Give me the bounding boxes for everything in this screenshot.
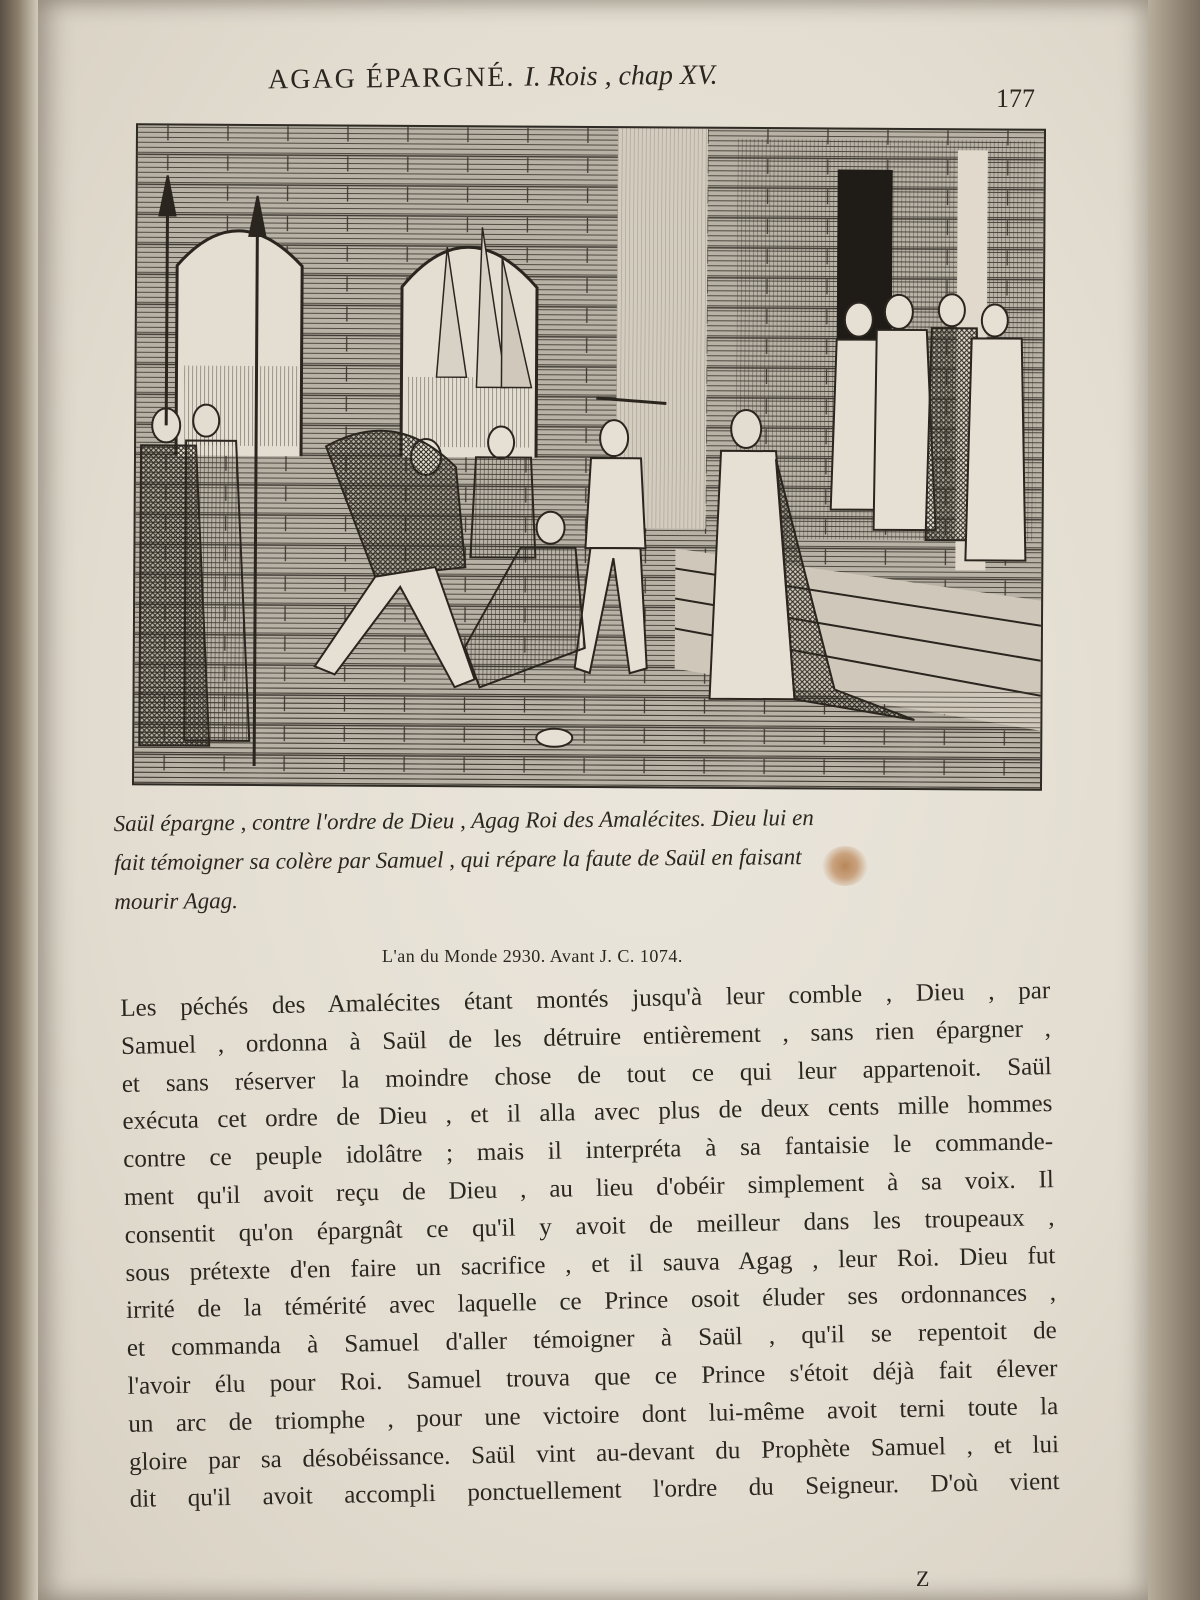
body-paragraph <box>120 972 1060 1519</box>
body-line: Les péchés des Amalécites étant montés jusqu'à leur comble , Dieu , par <box>120 977 1051 1022</box>
body-line: contre ce peuple idolâtre ; mais il interpréta à sa fantaisie le commande- <box>122 1128 1054 1174</box>
caption-line: fait témoigner sa colère par Samuel , qui répare la faute de Saül en faisant <box>113 844 802 876</box>
chapter-reference: I. Rois , chap XV. <box>524 59 718 93</box>
running-head <box>268 60 718 97</box>
body-line: gloire par sa désobéissance. Saül vint au-devant du Prophète Samuel , et lui <box>128 1430 1060 1476</box>
page-number: 177 <box>996 84 1035 113</box>
engraving-illustration <box>132 123 1046 791</box>
body-line: et sans réserver la moindre chose de tout ce qui leur appartenoit. Saül <box>121 1052 1052 1098</box>
chapter-title: AGAG ÉPARGNÉ. <box>267 61 516 96</box>
dateline: L'an du Monde 2930. Avant J. C. 1074. <box>382 946 683 966</box>
body-line: consentit qu'on épargnât ce qu'il y avoit de meilleur dans les troupeaux , <box>124 1203 1055 1249</box>
book-page <box>38 0 1148 1600</box>
body-line: sous prétexte d'en faire un sacrifice , et il sauva Agag , leur Roi. Dieu fut <box>125 1241 1056 1287</box>
body-line: exécuta cet ordre de Dieu , et il alla avec plus de deux cents mille hommes <box>122 1090 1053 1136</box>
body-line: irrité de la témérité avec laquelle ce Prince osoit éluder ses ordonnances , <box>125 1279 1057 1325</box>
body-line: l'avoir élu pour Roi. Samuel trouva que ce Prince s'étoit déjà fait élever <box>127 1355 1058 1400</box>
body-line: un arc de triomphe , pour une victoire dont lui-même avoit terni toute la <box>128 1392 1059 1438</box>
body-line: Samuel , ordonna à Saül de les détruire entièrement , sans rien épargner , <box>120 1014 1052 1060</box>
signature-mark: Z <box>916 1566 930 1591</box>
foxing-stain <box>822 846 868 886</box>
body-line: dit qu'il avoit accompli ponctuellement l'ordre du Seigneur. D'où vient <box>129 1468 1060 1514</box>
body-line: et commanda à Samuel d'aller témoigner à Saül , qu'il se repentoit de <box>126 1317 1057 1363</box>
caption-line: Saül épargne , contre l'ordre de Dieu , Agag Roi des Amalécites. Dieu lui en <box>113 804 814 837</box>
engraving-caption <box>114 796 1055 921</box>
body-line: ment qu'il avoit reçu de Dieu , au lieu d'obéir simplement à sa voix. Il <box>123 1166 1055 1211</box>
caption-line: mourir Agag. <box>114 888 239 915</box>
